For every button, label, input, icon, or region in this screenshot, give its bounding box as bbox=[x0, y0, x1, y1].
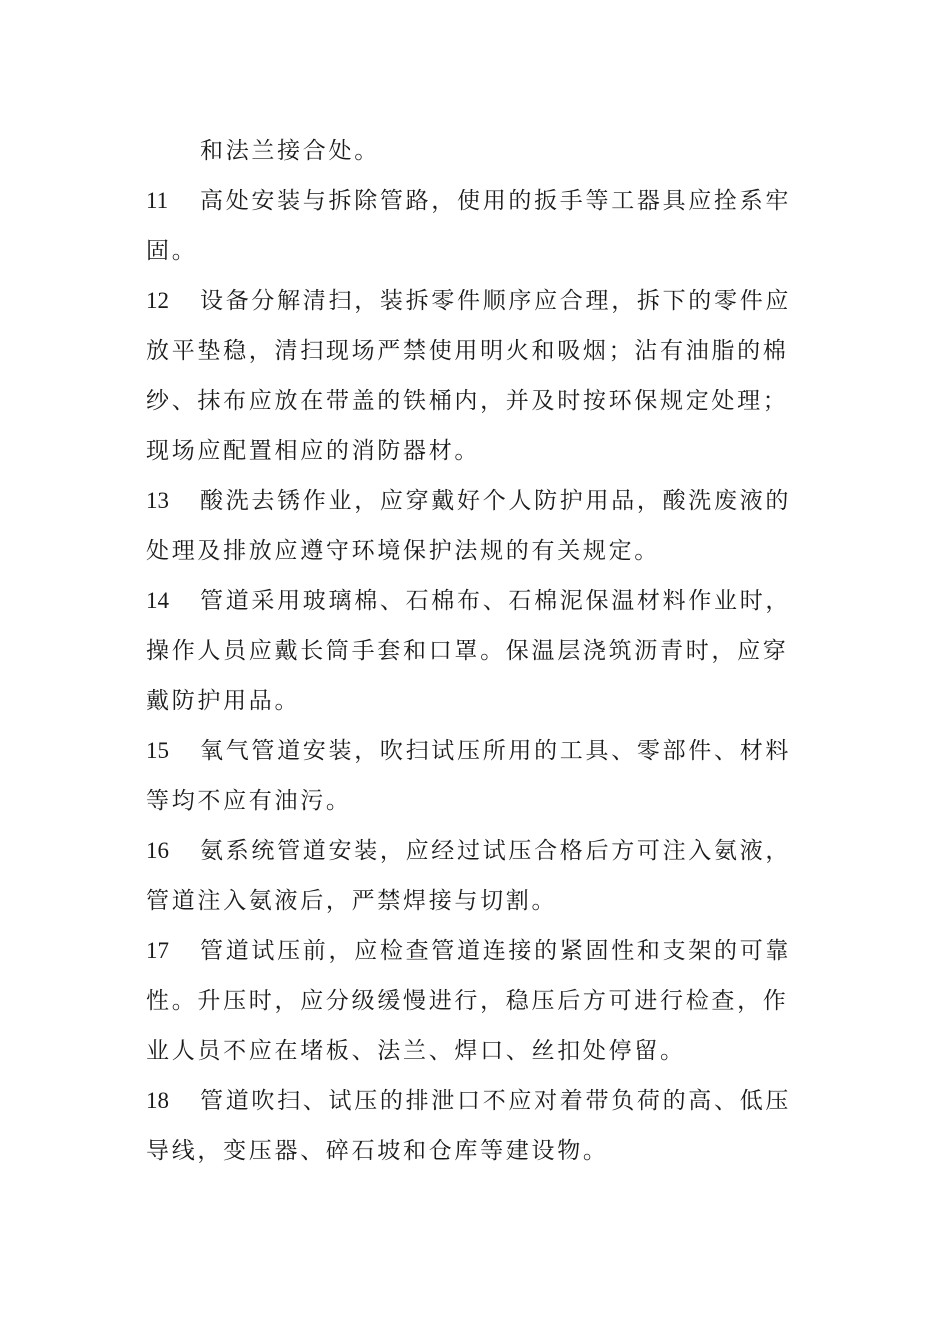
item-number: 12 bbox=[146, 288, 169, 313]
line-text: 氧气管道安装，吹扫试压所用的工具、零部件、材料 bbox=[200, 738, 792, 764]
item-number: 16 bbox=[146, 838, 169, 863]
line-text: 管道采用玻璃棉、石棉布、石棉泥保温材料作业时， bbox=[200, 588, 792, 614]
text-line bbox=[146, 936, 791, 966]
line-text: 操作人员应戴长筒手套和口罩。保温层浇筑沥青时，应穿 bbox=[146, 638, 789, 664]
text-line bbox=[146, 136, 380, 166]
text-line bbox=[146, 1086, 791, 1116]
item-number: 14 bbox=[146, 588, 169, 613]
text-line bbox=[146, 1136, 609, 1166]
text-line bbox=[146, 1036, 686, 1066]
text-line bbox=[146, 486, 791, 516]
text-line bbox=[146, 336, 789, 366]
line-text: 放平垫稳，清扫现场严禁使用明火和吸烟；沾有油脂的棉 bbox=[146, 338, 789, 364]
item-number: 11 bbox=[146, 188, 169, 213]
line-text: 和法兰接合处。 bbox=[200, 138, 380, 164]
line-text: 管道试压前，应检查管道连接的紧固性和支架的可靠 bbox=[200, 938, 792, 964]
text-line bbox=[146, 686, 300, 716]
line-text: 现场应配置相应的消防器材。 bbox=[146, 438, 481, 464]
item-number: 15 bbox=[146, 738, 169, 763]
text-line bbox=[146, 236, 197, 266]
text-line bbox=[146, 636, 789, 666]
line-text: 纱、抹布应放在带盖的铁桶内，并及时按环保规定处理； bbox=[146, 388, 789, 414]
line-text: 戴防护用品。 bbox=[146, 688, 301, 714]
text-line bbox=[146, 186, 791, 216]
line-text: 管道注入氨液后，严禁焊接与切割。 bbox=[146, 888, 558, 914]
text-line bbox=[146, 736, 791, 766]
text-line bbox=[146, 436, 480, 466]
line-text: 高处安装与拆除管路，使用的扳手等工器具应拴系牢 bbox=[200, 188, 792, 214]
line-text: 性。升压时，应分级缓慢进行，稳压后方可进行检查，作 bbox=[146, 988, 789, 1014]
line-text: 导线，变压器、碎石坡和仓库等建设物。 bbox=[146, 1138, 609, 1164]
text-line bbox=[146, 786, 352, 816]
item-number: 13 bbox=[146, 488, 169, 513]
line-text: 处理及排放应遵守环境保护法规的有关规定。 bbox=[146, 538, 660, 564]
line-text: 氨系统管道安装，应经过试压合格后方可注入氨液， bbox=[200, 838, 792, 864]
text-line bbox=[146, 886, 557, 916]
item-number: 18 bbox=[146, 1088, 169, 1113]
line-text: 业人员不应在堵板、法兰、焊口、丝扣处停留。 bbox=[146, 1038, 686, 1064]
line-text: 设备分解清扫，装拆零件顺序应合理，拆下的零件应 bbox=[200, 288, 792, 314]
line-text: 等均不应有油污。 bbox=[146, 788, 352, 814]
text-line bbox=[146, 536, 660, 566]
text-line bbox=[146, 286, 791, 316]
text-line bbox=[146, 586, 791, 616]
text-line bbox=[146, 386, 789, 416]
text-line bbox=[146, 836, 791, 866]
line-text: 酸洗去锈作业，应穿戴好个人防护用品，酸洗废液的 bbox=[200, 488, 792, 514]
line-text: 固。 bbox=[146, 238, 198, 264]
text-line bbox=[146, 986, 789, 1016]
line-text: 管道吹扫、试压的排泄口不应对着带负荷的高、低压 bbox=[200, 1088, 792, 1114]
item-number: 17 bbox=[146, 938, 169, 963]
